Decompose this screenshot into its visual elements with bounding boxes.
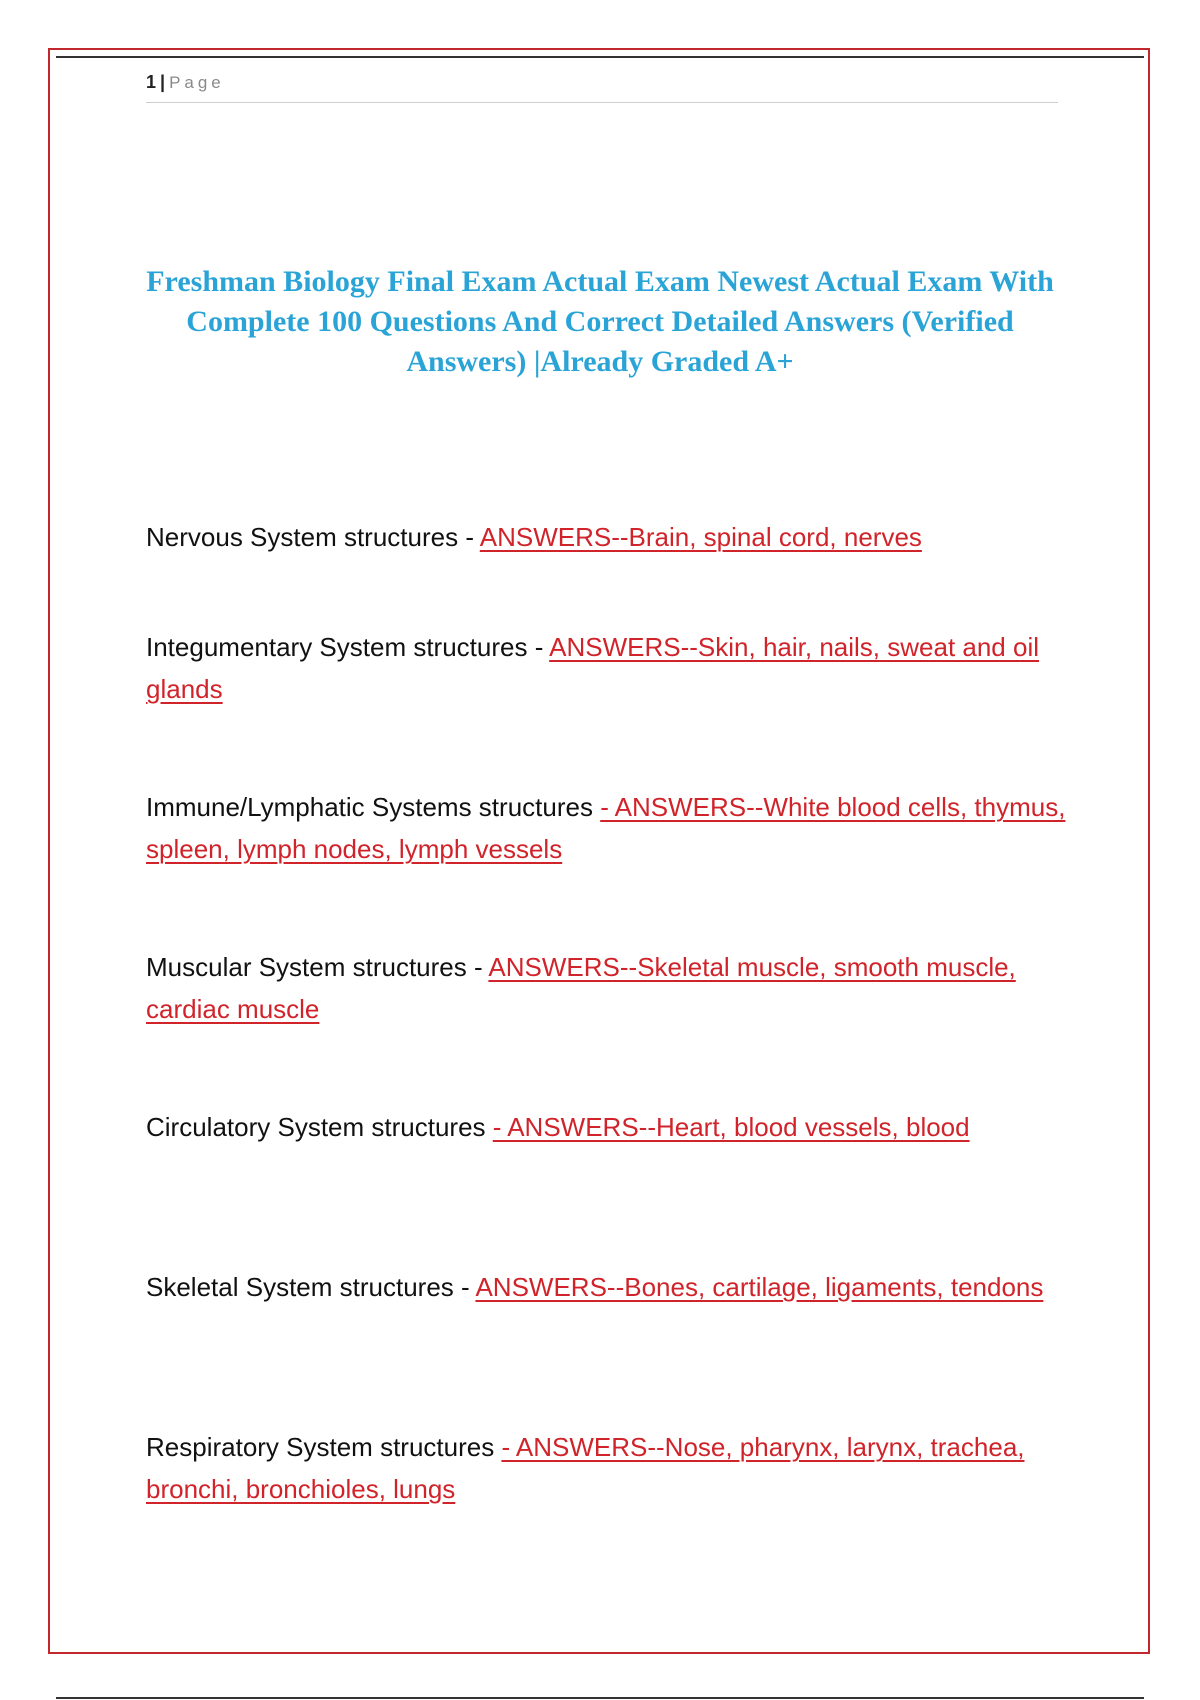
qa-item-circulatory bbox=[146, 1106, 1066, 1148]
page-label: Page bbox=[169, 73, 225, 92]
bottom-rule bbox=[56, 1697, 1144, 1699]
page-separator: | bbox=[160, 72, 166, 92]
answer-text: ANSWERS--Skeletal muscle, smooth muscle, cardiac muscle bbox=[146, 952, 1016, 1024]
answer-text: ANSWERS--Brain, spinal cord, nerves bbox=[479, 522, 922, 552]
answer-text: - ANSWERS--White blood cells, thymus, spleen, lymph nodes, lymph vessels bbox=[146, 792, 1066, 864]
qa-item-immune bbox=[146, 786, 1066, 870]
answer-text: ANSWERS--Bones, cartilage, ligaments, tendons bbox=[475, 1272, 1044, 1302]
question-text: Skeletal System structures - bbox=[146, 1272, 476, 1302]
page-number: 1 bbox=[146, 72, 157, 92]
qa-item-nervous bbox=[146, 516, 1066, 558]
question-text: Immune/Lymphatic Systems structures bbox=[146, 792, 601, 822]
question-text: Nervous System structures - bbox=[146, 522, 480, 552]
page-header bbox=[146, 72, 1058, 103]
question-text: Respiratory System structures bbox=[146, 1432, 502, 1462]
answer-text: - ANSWERS--Heart, blood vessels, blood bbox=[492, 1112, 970, 1142]
question-text: Circulatory System structures bbox=[146, 1112, 493, 1142]
qa-item-integumentary bbox=[146, 626, 1066, 710]
question-text: Muscular System structures - bbox=[146, 952, 489, 982]
qa-item-skeletal bbox=[146, 1266, 1066, 1308]
document-title: Freshman Biology Final Exam Actual Exam Newest Actual Exam With Complete 100 Questions And Correct Detailed Answers (Verified Answers) |Already Graded A+ bbox=[146, 265, 1054, 378]
qa-item-respiratory bbox=[146, 1426, 1066, 1510]
qa-item-muscular bbox=[146, 946, 1066, 1030]
question-text: Integumentary System structures - bbox=[146, 632, 550, 662]
top-rule bbox=[56, 56, 1144, 58]
answer-text: - ANSWERS--Nose, pharynx, larynx, trachea, bronchi, bronchioles, lungs bbox=[146, 1432, 1025, 1504]
answer-text: ANSWERS--Skin, hair, nails, sweat and oil glands bbox=[146, 632, 1040, 704]
